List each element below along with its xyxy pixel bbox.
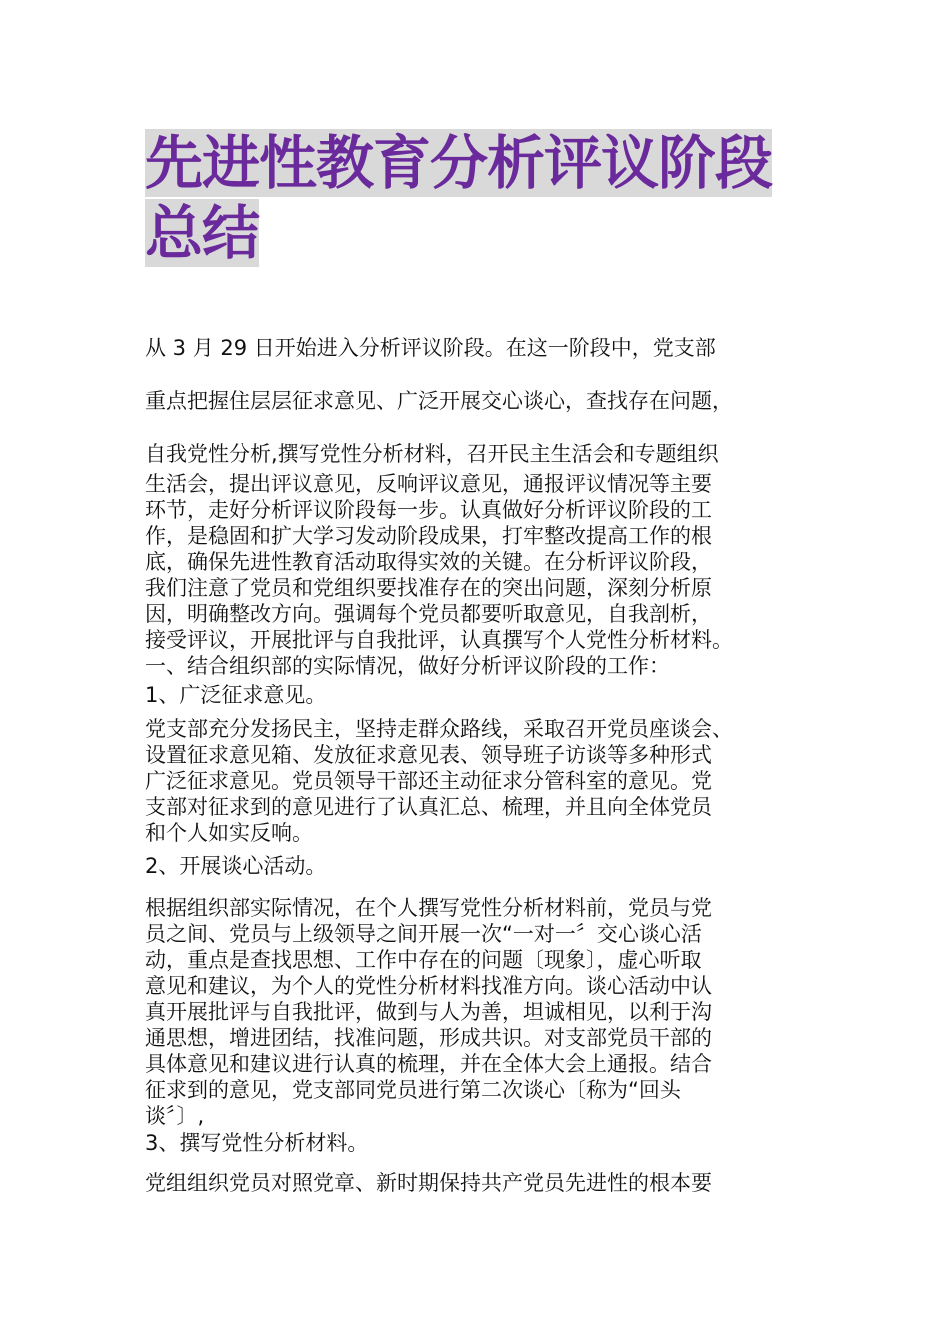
section-heading-1: 一、结合组织部的实际情况，做好分析评议阶段的工作： xyxy=(145,654,670,678)
text-line: 根据组织部实际情况，在个人撰写党性分析材料前，党员与党 xyxy=(145,896,712,920)
text-line: 从 3 月 29 日开始进入分析评议阶段。在这一阶段中，党支部 xyxy=(145,336,716,360)
text-line: 通思想，增进团结，找准问题，形成共识。对支部党员干部的 xyxy=(145,1026,712,1050)
text-line: 环节，走好分析评议阶段每一步。认真做好分析评议阶段的工 xyxy=(145,498,712,522)
title-line-1: 先进性教育分析评议阶段 xyxy=(145,129,773,197)
text-line: 我们注意了党员和党组织要找准存在的突出问题，深刻分析原 xyxy=(145,576,712,600)
text-line: 设置征求意见箱、发放征求意见表、领导班子访谈等多种形式 xyxy=(145,743,712,767)
text-line: 生活会，提出评议意见，反响评议意见，通报评议情况等主要 xyxy=(145,472,712,496)
text-line: 真开展批评与自我批评，做到与人为善，坦诚相见，以利于沟 xyxy=(145,1000,712,1024)
text-line: 重点把握住层层征求意见、广泛开展交心谈心，查找存在问题， xyxy=(145,389,733,413)
text-line: 党支部充分发扬民主，坚持走群众路线，采取召开党员座谈会、 xyxy=(145,717,733,741)
title-line-2: 总结 xyxy=(145,199,260,267)
text-line: 支部对征求到的意见进行了认真汇总、梳理，并且向全体党员 xyxy=(145,795,712,819)
text-line: 广泛征求意见。党员领导干部还主动征求分管科室的意见。党 xyxy=(145,769,712,793)
text-line: 1、广泛征求意见。 xyxy=(145,683,327,707)
text-line: 意见和建议，为个人的党性分析材料找准方向。谈心活动中认 xyxy=(145,974,712,998)
text-line: 党组组织党员对照党章、新时期保持共产党员先进性的根本要 xyxy=(145,1171,712,1195)
subheading-2 xyxy=(145,853,817,879)
paragraph-intro xyxy=(145,322,817,481)
text-line: 作，是稳固和扩大学习发动阶段成果，打牢整改提高工作的根 xyxy=(145,524,712,548)
text-line: 员之间、党员与上级领导之间开展一次“一对一〞交心谈心活 xyxy=(145,922,702,946)
text-line: 征求到的意见，党支部同党员进行第二次谈心〔称为“回头 xyxy=(145,1078,681,1102)
paragraph-materials xyxy=(145,1170,817,1196)
paragraph-body xyxy=(145,471,817,679)
text-line: 谈〞〕, xyxy=(145,1104,205,1128)
paragraph-opinions xyxy=(145,716,817,846)
text-line: 动，重点是查找思想、工作中存在的问题〔现象〕，虚心听取 xyxy=(145,948,702,972)
paragraph-talks xyxy=(145,895,817,1129)
text-line: 自我党性分析,撰写党性分析材料，召开民主生活会和专题组织 xyxy=(145,442,719,466)
document-title xyxy=(145,128,815,268)
text-line: 因，明确整改方向。强调每个党员都要听取意见，自我剖析， xyxy=(145,602,712,626)
subheading-1 xyxy=(145,682,817,708)
text-line: 具体意见和建议进行认真的梳理，并在全体大会上通报。结合 xyxy=(145,1052,712,1076)
text-line: 接受评议，开展批评与自我批评，认真撰写个人党性分析材料。 xyxy=(145,628,733,652)
subheading-3 xyxy=(145,1130,817,1156)
text-line: 和个人如实反响。 xyxy=(145,821,313,845)
text-line: 2、开展谈心活动。 xyxy=(145,854,327,878)
text-line: 3、撰写党性分析材料。 xyxy=(145,1131,369,1155)
text-line: 底，确保先进性教育活动取得实效的关键。在分析评议阶段， xyxy=(145,550,712,574)
